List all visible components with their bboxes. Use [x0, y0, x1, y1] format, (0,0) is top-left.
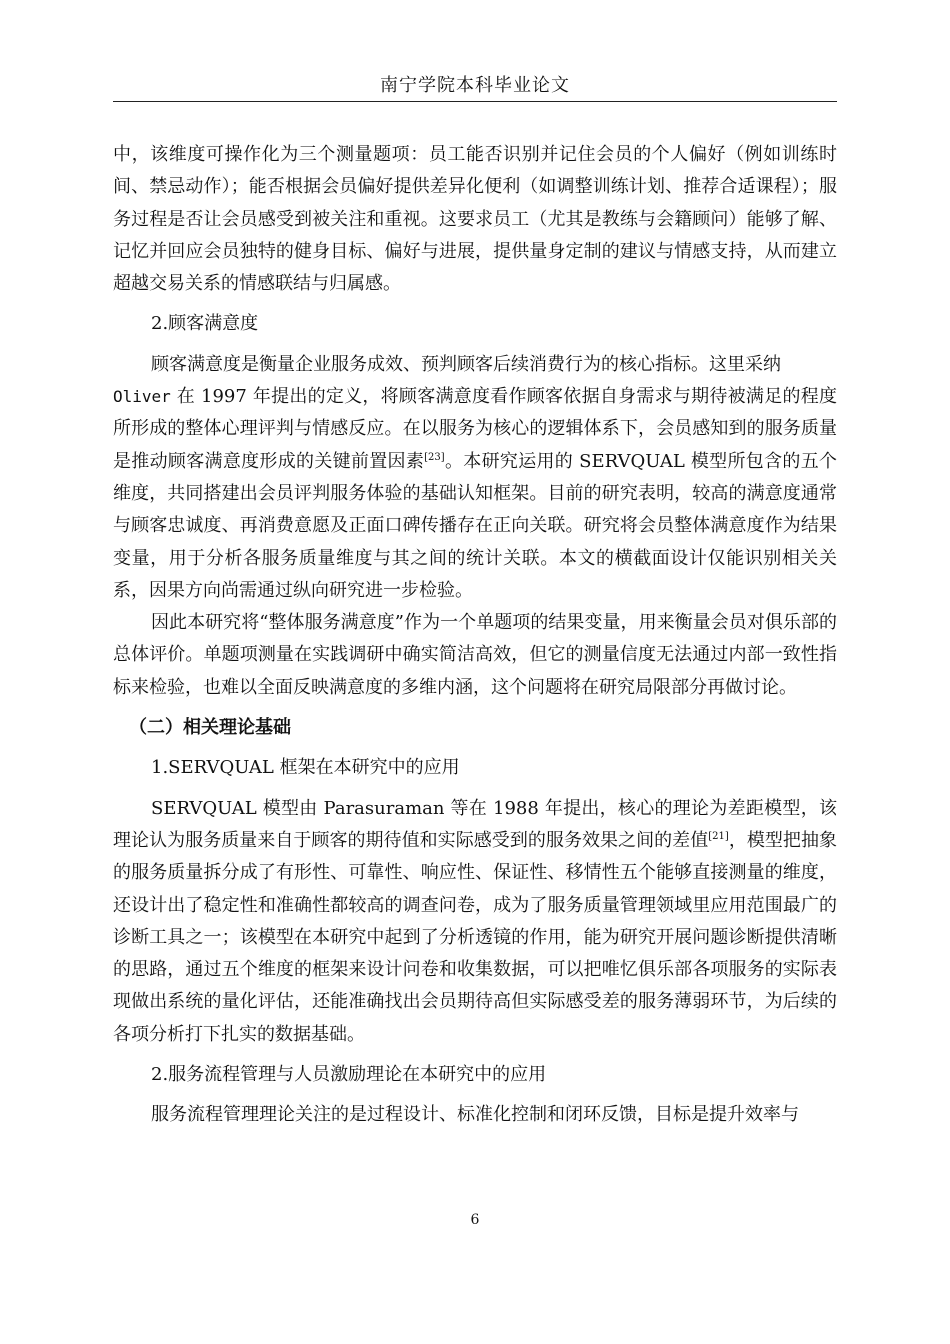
citation-23: [23]: [424, 451, 445, 463]
paragraph-dimension-items: 中，该维度可操作化为三个测量题项：员工能否识别并记住会员的个人偏好（例如训练时间、禁忌动作）；能否根据会员偏好提供差异化便利（如调整训练计划、推荐合适课程）；服务过程是否让会员感受到被关注和重视。这要求员工（尤其是教练与会籍顾问）能够了解、记忆并回应会员独特的健身目标、偏好与进展，提供量身定制的建议与情感支持，从而建立超越交易关系的情感联结与归属感。: [113, 144, 837, 295]
author-oliver: Oliver: [113, 387, 171, 407]
citation-21: [21]: [708, 830, 729, 842]
paragraph-single-item-measure: 因此本研究将“整体服务满意度”作为一个单题项的结果变量，用来衡量会员对俱乐部的总体评价。单题项测量在实践调研中确实简洁高效，但它的测量信度无法通过内部一致性指标来检验，也难以全面反映满意度的多维内涵，这个问题将在研究局限部分再做讨论。: [113, 612, 837, 698]
text-run: 在 1997 年提出的定义，将顾客满意度看作顾客依据自身需求与期待被满足的程度所形成的整体心理评判与情感反应。在以服务为核心的逻辑体系下，会员感知到的服务质量是推动顾客满意度形成的关键前置因素: [113, 386, 837, 472]
paragraph-servqual-model: [113, 793, 837, 1051]
heading-customer-satisfaction: 2.顾客满意度: [151, 313, 259, 335]
page-number: 6: [470, 1212, 480, 1228]
section-heading-theory: （二）相关理论基础: [129, 717, 291, 739]
header-rule: [113, 101, 837, 102]
paragraph-satisfaction-definition: [113, 349, 837, 607]
running-header: 南宁学院本科毕业论文: [380, 75, 570, 96]
text-run: 顾客满意度是衡量企业服务成效、预判顾客后续消费行为的核心指标。这里采纳: [151, 353, 781, 375]
text-run: SERVQUAL 模型由 Parasuraman 等在 1988 年提出，核心的理论为差距模型，该理论认为服务质量来自于顾客的期待值和实际感受到的服务效果之间的差值: [113, 797, 837, 851]
page-body: [113, 139, 837, 1132]
text-run: 。本研究运用的 SERVQUAL 模型所包含的五个维度，共同搭建出会员评判服务体验的基础认知框架。目前的研究表明，较高的满意度通常与顾客忠诚度、再消费意愿及正面口碑传播存在正向关联。研究将会员整体满意度作为结果变量，用于分析各服务质量维度与其之间的统计关联。本文的横截面设计仅能识别相关关系，因果方向尚需通过纵向研究进一步检验。: [113, 450, 837, 601]
heading-servqual: 1.SERVQUAL 框架在本研究中的应用: [151, 757, 460, 779]
text-run: ，模型把抽象的服务质量拆分成了有形性、可靠性、响应性、保证性、移情性五个能够直接测量的维度，还设计出了稳定性和准确性都较高的调查问卷，成为了服务质量管理领域里应用范围最广的诊断工具之一；该模型在本研究中起到了分析透镜的作用，能为研究开展问题诊断提供清晰的思路，通过五个维度的框架来设计问卷和收集数据，可以把唯忆俱乐部各项服务的实际表现做出系统的量化评估，还能准确找出会员期待高但实际感受差的服务薄弱环节，为后续的各项分析打下扎实的数据基础。: [113, 829, 838, 1045]
heading-process-management: 2.服务流程管理与人员激励理论在本研究中的应用: [151, 1064, 547, 1086]
paragraph-process-theory: 服务流程管理理论关注的是过程设计、标准化控制和闭环反馈，目标是提升效率与: [151, 1104, 799, 1126]
